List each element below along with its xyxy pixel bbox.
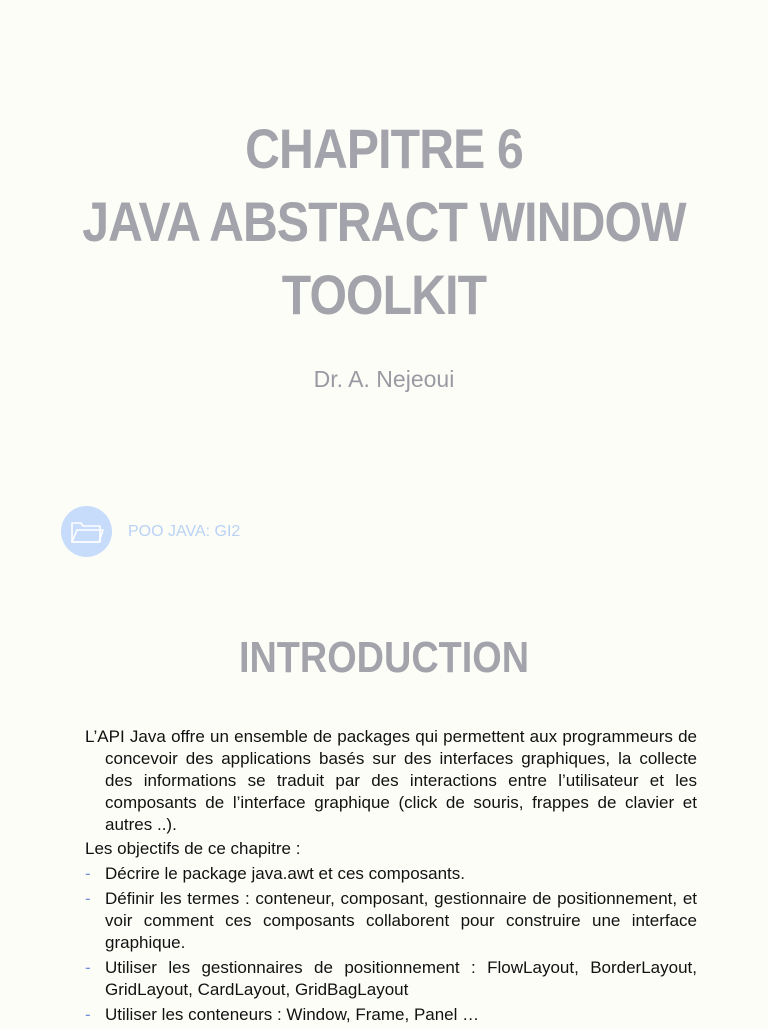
list-item <box>85 1004 697 1026</box>
list-item-text: Utiliser les gestionnaires de positionnement : FlowLayout, BorderLayout, GridLayout, CardLayout, GridBagLayout <box>105 958 697 999</box>
chapter-title-line: JAVA ABSTRACT WINDOW <box>82 190 686 253</box>
list-item <box>85 888 697 954</box>
folder-icon <box>61 506 112 557</box>
objectives-heading: Les objectifs de ce chapitre : <box>85 839 301 858</box>
chapter-title-line: CHAPITRE 6 <box>245 117 523 180</box>
bullet-dash: - <box>85 1005 91 1024</box>
slide-body <box>85 726 697 1029</box>
chapter-title <box>54 112 714 331</box>
list-item-text: Décrire le package java.awt et ces composants. <box>105 864 466 883</box>
section-title: INTRODUCTION <box>238 633 530 682</box>
list-item <box>85 863 697 885</box>
author-name: Dr. A. Nejeoui <box>313 366 455 392</box>
list-item <box>85 957 697 1001</box>
objectives-list <box>85 863 697 1026</box>
bullet-dash: - <box>85 958 91 977</box>
course-footer <box>61 506 240 557</box>
bullet-dash: - <box>85 864 91 883</box>
chapter-title-line: TOOLKIT <box>281 263 487 326</box>
course-label: POO JAVA: GI2 <box>128 522 241 540</box>
intro-paragraph: L’API Java offre un ensemble de packages qui permettent aux programmeurs de concevoir des applications basés sur des interfaces graphiques, la collecte des informations se traduit par des interactions entre l’utilisateur et les composants de l’interface graphique (click de souris, frappes de clavier et autres ..). <box>85 727 697 834</box>
bullet-dash: - <box>85 889 91 908</box>
introduction-slide <box>0 590 768 1024</box>
list-item-text: Définir les termes : conteneur, composant, gestionnaire de positionnement, et voir comment ces composants collaborent pour construire une interface graphique. <box>105 889 697 952</box>
list-item-text: Utiliser les conteneurs : Window, Frame, Panel … <box>105 1005 480 1024</box>
